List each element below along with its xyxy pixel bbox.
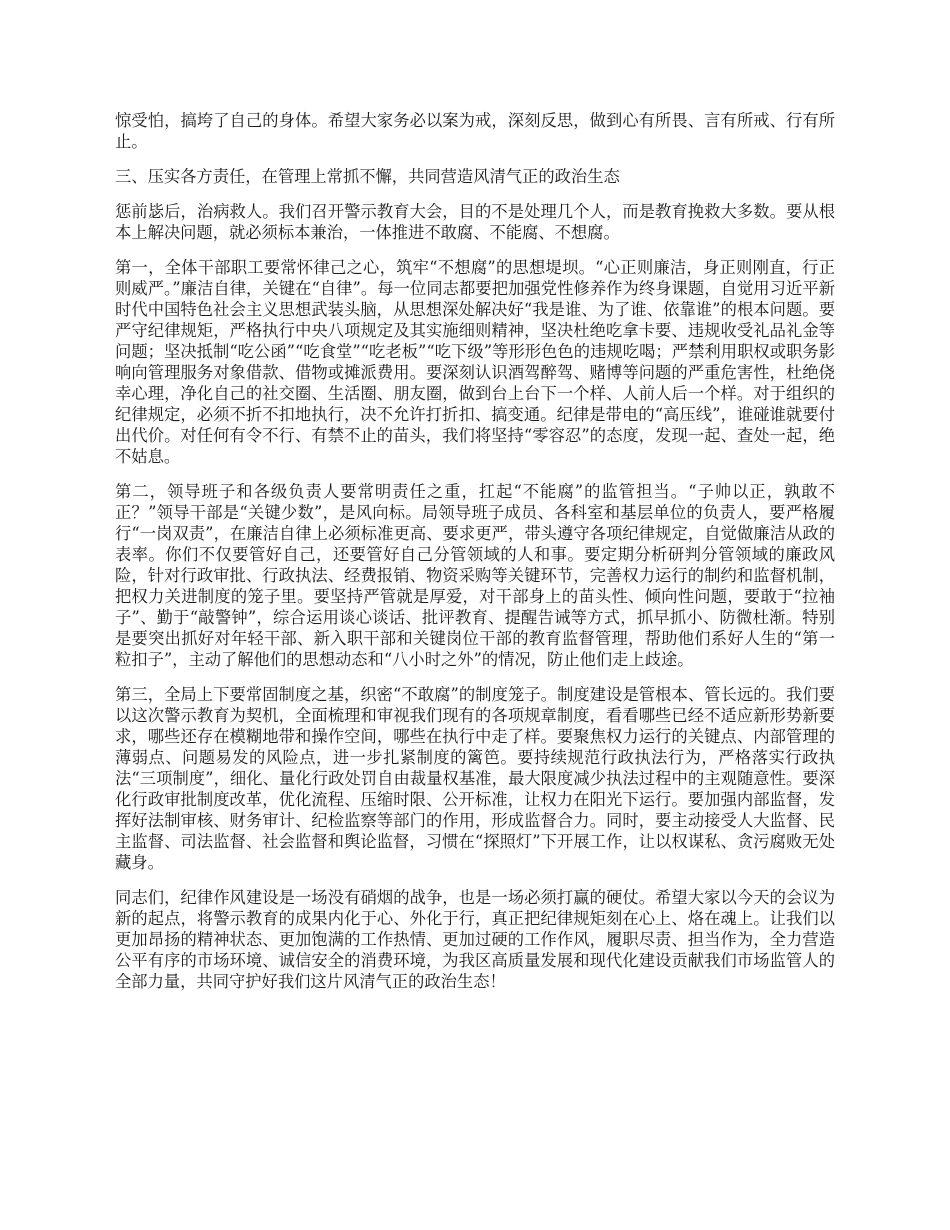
paragraph-continuation: 惊受怕，搞垮了自己的身体。希望大家务必以案为戒，深刻反思，做到心有所畏、言有所戒、行有所止。	[115, 111, 835, 151]
paragraph-second-point: 第二，领导班子和各级负责人要常明责任之重，扛起“不能腐”的监管担当。“子帅以正，孰敢不正？”领导干部是“关键少数”，是风向标。局领导班子成员、各科室和基层单位的负责人，要严格履行“一岗双责”，在廉洁自律上必须标准更高、要求更严，带头遵守各项纪律规定，自觉做廉洁从政的表率。你们不仅要管好自己，还要管好自己分管领域的人和事。要定期分析研判分管领域的廉政风险，针对行政审批、行政执法、经费报销、物资采购等关键环节，完善权力运行的制约和监督机制，把权力关进制度的笼子里。要坚持严管就是厚爱，对干部身上的苗头性、倾向性问题，要敢于“拉袖子”、勤于“敲警钟”，综合运用谈心谈话、批评教育、提醒告诫等方式，抓早抓小、防微杜渐。特别是要突出抓好对年轻干部、新入职干部和关键岗位干部的教育监督管理，帮助他们系好人生的“第一粒扣子”，主动了解他们的思想动态和“八小时之外”的情况，防止他们走上歧途。	[115, 482, 835, 669]
paragraph-intro: 惩前毖后，治病救人。我们召开警示教育大会，目的不是处理几个人，而是教育挽救大多数。要从根本上解决问题，就必须标本兼治，一体推进不敢腐、不能腐、不想腐。	[115, 202, 835, 242]
paragraph-first-point: 第一，全体干部职工要常怀律己之心，筑牢“不想腐”的思想堤坝。“心正则廉洁，身正则刚直，行正则威严。”廉洁自律，关键在“自律”。每一位同志都要把加强党性修养作为终身课题，自觉用习近平新时代中国特色社会主义思想武装头脑，从思想深处解决好“我是谁、为了谁、依靠谁”的根本问题。要严守纪律规矩，严格执行中央八项规定及其实施细则精神，坚决杜绝吃拿卡要、违规收受礼品礼金等问题；坚决抵制“吃公函”“吃食堂”“吃老板”“吃下级”等形形色色的违规吃喝；严禁利用职权或职务影响向管理服务对象借款、借物或摊派费用。要深刻认识酒驾醉驾、赌博等问题的严重危害性，杜绝侥幸心理，净化自己的社交圈、生活圈、朋友圈，做到台上台下一个样、人前人后一个样。对于组织的纪律规定，必须不折不扣地执行，决不允许打折扣、搞变通。纪律是带电的“高压线”，谁碰谁就要付出代价。对任何有令不行、有禁不止的苗头，我们将坚持“零容忍”的态度，发现一起、查处一起，绝不姑息。	[115, 258, 835, 466]
section-heading: 三、压实各方责任，在管理上常抓不懈，共同营造风清气正的政治生态	[115, 167, 620, 186]
document-body	[115, 110, 835, 1006]
paragraph-closing: 同志们，纪律作风建设是一场没有硝烟的战争，也是一场必须打赢的硬仗。希望大家以今天的会议为新的起点，将警示教育的成果内化于心、外化于行，真正把纪律规矩刻在心上、烙在魂上。让我们以更加昂扬的精神状态、更加饱满的工作热情、更加过硬的工作作风，履职尽责、担当作为，全力营造公平有序的市场环境、诚信安全的消费环境，为我区高质量发展和现代化建设贡献我们市场监管人的全部力量，共同守护好我们这片风清气正的政治生态！	[115, 888, 835, 991]
paragraph-third-point: 第三，全局上下要常固制度之基，织密“不敢腐”的制度笼子。制度建设是管根本、管长远的。我们要以这次警示教育为契机，全面梳理和审视我们现有的各项规章制度，看看哪些已经不适应新形势新要求，哪些还存在模糊地带和操作空间，哪些在执行中走了样。要聚焦权力运行的关键点、内部管理的薄弱点、问题易发的风险点，进一步扎紧制度的篱笆。要持续规范行政执法行为，严格落实行政执法“三项制度”，细化、量化行政处罚自由裁量权基准，最大限度减少执法过程中的主观随意性。要深化行政审批制度改革，优化流程、压缩时限、公开标准，让权力在阳光下运行。要加强内部监督，发挥好法制审核、财务审计、纪检监察等部门的作用，形成监督合力。同时，要主动接受人大监督、民主监督、司法监督、社会监督和舆论监督，习惯在“探照灯”下开展工作，让以权谋私、贪污腐败无处藏身。	[115, 685, 835, 872]
